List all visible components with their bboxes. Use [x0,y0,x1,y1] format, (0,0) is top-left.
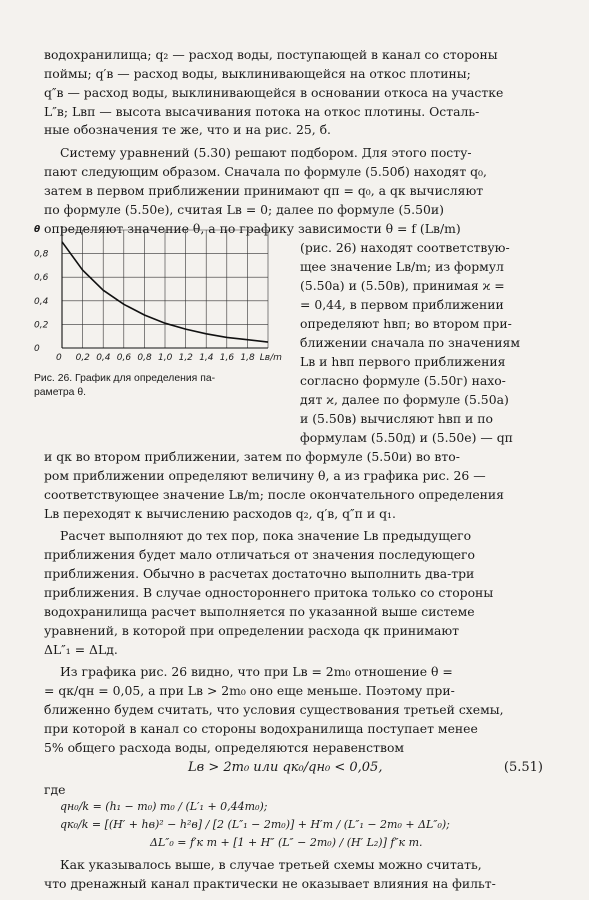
x-tick-label: 1,2 [178,353,193,363]
figure-26 [26,222,296,397]
equation-qk0: qк₀/k = [(H′ + hв)² − h²в] / [2 (L″₁ − 2m₀)] + H′m / (L″₁ − 2m₀ + ΔL″₀); [60,818,450,831]
text-line: пают следующим образом. Сначала по формуле (5.50б) находят q₀, [44,164,487,179]
text-line: формулам (5.50д) и (5.50е) — qп [300,430,513,445]
theta-chart [26,222,296,372]
text-line: затем в первом приближении принимают qп = q₀, а qк вычисляют [44,183,484,198]
y-tick-label: 0 [34,344,40,354]
caption-line: Рис. 26. График для определения па- [34,373,216,384]
text-line: и qк во втором приближении, затем по формуле (5.50и) во вто- [44,449,460,464]
text-line: = 0,44, в первом приближении [300,297,504,312]
x-tick-label: 0 [56,353,62,363]
text-line: дят ϰ, далее по формуле (5.50а) [300,392,509,407]
equation-number: (5.51) [503,760,543,775]
text-line: приближения будет мало отличаться от значения последующего [44,547,475,562]
text-line: ные обозначения те же, что и на рис. 25, б. [44,122,331,137]
x-tick-label: 1,4 [199,353,214,363]
text-line: по формуле (5.50е), считая Lв = 0; далее по формуле (5.50и) [44,202,444,217]
text-line: 5% общего расхода воды, определяются неравенством [44,740,405,755]
text-line: при которой в канал со стороны водохранилища поступает менее [44,721,478,736]
caption-line: раметра θ. [34,387,87,398]
equation-5-51: Lв > 2m₀ или qк₀/qн₀ < 0,05, [188,760,383,775]
text-line: согласно формуле (5.50г) нахо- [300,373,506,388]
text-line: Из графика рис. 26 видно, что при Lв = 2m₀ отношение θ = [60,664,453,679]
text-line: Lв и hвп первого приближения [300,354,506,369]
y-tick-label: 0,8 [34,249,49,260]
equation-delta-l0: ΔL″₀ = f′к m + [1 + H″ (L″ − 2m₀) / (H′ L₂)] f″к m. [150,836,423,849]
x-tick-label: 0,8 [137,353,152,363]
figure-caption [34,372,289,400]
text-line: определяют значение θ, а по графику зависимости θ = f (Lв/m) [44,221,461,236]
x-tick-label: 1,8 [240,353,255,363]
text-line: (5.50а) и (5.50в), принимая ϰ = [300,278,505,293]
text-line: = qк/qн = 0,05, а при Lв > 2m₀ оно еще меньше. Поэтому при- [44,683,455,698]
x-tick-label: 0,6 [116,353,132,363]
text-line: Систему уравнений (5.30) решают подбором. Для этого посту- [60,145,472,160]
text-line: щее значение Lв/m; из формул [300,259,504,274]
text-line: водохранилища расчет выполняется по указанной выше системе [44,604,475,619]
y-tick-label: 0,6 [34,273,49,284]
text-line: Расчет выполняют до тех пор, пока значение Lв предыдущего [60,528,472,543]
text-line: определяют hвп; во втором при- [300,316,512,331]
text-line: (рис. 26) находят соответствую- [300,240,510,255]
x-tick-label: 0,4 [96,353,111,363]
text-line: что дренажный канал практически не оказывает влияния на фильт- [44,876,496,891]
text-line: q″в — расход воды, выклинивающейся в основании откоса на участке [44,85,504,100]
x-tick-label: 0,2 [75,353,90,363]
text-line: соответствующее значение Lв/m; после окончательного определения [44,487,505,502]
y-tick-label: 0,2 [34,320,49,331]
text-line: ближении сначала по значениям [300,335,520,350]
text-line: L″в; Lвп — высота высачивания потока на откос плотины. Осталь- [44,104,480,119]
text-line: водохранилища; q₂ — расход воды, поступающей в канал со стороны [44,47,498,62]
text-line: приближения. В случае одностороннего притока только со стороны [44,585,494,600]
text-line: ΔL″₁ = ΔLд. [44,642,118,657]
y-axis-label: θ [34,225,41,235]
text-line: приближения. Обычно в расчетах достаточно выполнить два-три [44,566,475,581]
text-line: ближенно будем считать, что условия существования третьей схемы, [44,702,504,717]
text-line: Как указывалось выше, в случае третьей схемы можно считать, [60,857,482,872]
x-axis-label: Lв/m [259,353,282,363]
text-line: и (5.50в) вычисляют hвп и по [300,411,493,426]
text-line: поймы; q′в — расход воды, выклинивающейся на откос плотины; [44,66,471,81]
y-tick-label: 0,4 [34,296,49,307]
text-line: Lв переходят к вычислению расходов q₂, q′в, q″п и q₁. [44,506,396,521]
text-line: где [44,782,66,797]
text-line: ром приближении определяют величину θ, а из графика рис. 26 — [44,468,486,483]
text-line: уравнений, в которой при определении расхода qк принимают [44,623,460,638]
equation-qn0: qн₀/k = (h₁ − m₀) m₀ / (L′₁ + 0,44m₀); [60,800,268,813]
x-tick-label: 1,0 [158,353,173,363]
x-tick-label: 1,6 [219,353,235,363]
